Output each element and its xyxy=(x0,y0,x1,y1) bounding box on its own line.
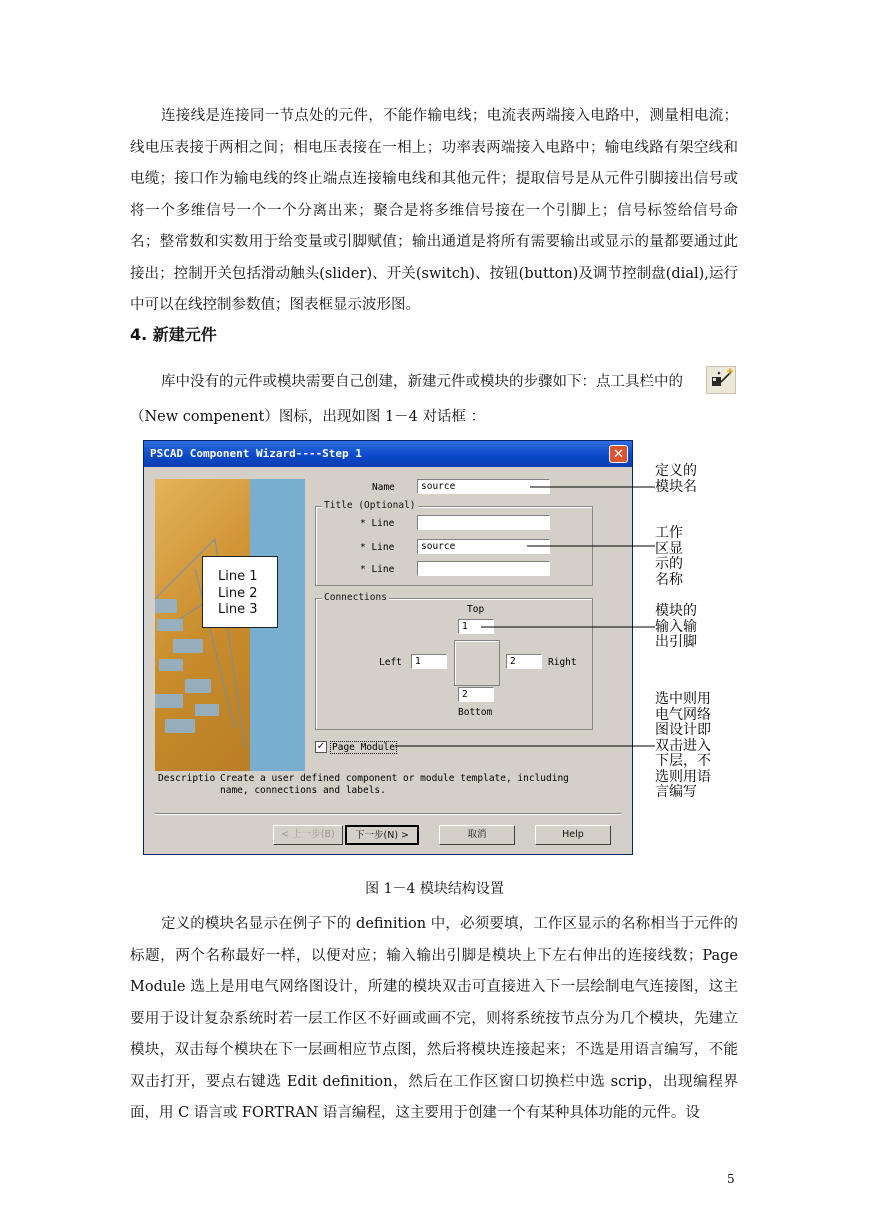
description-label: Descriptio xyxy=(158,773,216,784)
paragraph-new-component-cont: （New compenent）图标，出现如图 1－4 对话框 ： xyxy=(130,409,486,425)
dialog-titlebar: PSCAD Component Wizard----Step 1 xyxy=(144,441,632,467)
page-number: 5 xyxy=(727,1172,735,1186)
page-module-checkbox[interactable]: ✓ xyxy=(316,741,326,752)
name-label: Name xyxy=(372,482,395,493)
right-pins-input[interactable]: 2 xyxy=(506,654,542,669)
page-module-label[interactable]: Page Module xyxy=(332,742,395,753)
description-text-2: name, connections and labels. xyxy=(220,785,386,796)
annotation-workspace-name: 工作 区显 示的 名称 xyxy=(655,525,683,588)
bottom-label: Bottom xyxy=(458,707,493,718)
name-input[interactable]: source xyxy=(417,479,550,494)
bottom-pins-input[interactable]: 2 xyxy=(458,687,494,702)
help-button[interactable]: Help xyxy=(535,825,611,845)
right-label: Right xyxy=(548,657,577,668)
top-label: Top xyxy=(467,604,485,615)
left-pins-input[interactable]: 1 xyxy=(411,654,447,669)
title-line2-input[interactable]: source xyxy=(417,539,550,554)
preview-line-3: Line 3 xyxy=(218,602,258,617)
close-button[interactable]: ✕ xyxy=(609,445,628,463)
annotation-page-module: 选中则用 电气网络 图设计即 双击进入 下层，不 选则用语 言编写 xyxy=(655,691,711,800)
preview-line-2: Line 2 xyxy=(218,585,258,601)
left-label: Left xyxy=(379,657,402,668)
back-button[interactable]: < 上一步(B) xyxy=(273,825,343,845)
next-button[interactable]: 下一步(N) > xyxy=(345,825,419,845)
paragraph-explanation: 定义的模块名显示在例子下的 definition 中，必须要填，工作区显示的名称相当于元件的标题，两个名称最好一样，以便对应；输入输出引脚是模块上下左右伸出的连接线数；Page Module 选上是用电气网络图设计，所建的模块双击可直接进入下一层绘制电气连接图，这主要用于设计复杂系统时若一层工作区不好画或画不完，则将系统按节点分为几个模块，先建立模块，双击每个模块在下一层画相应节点图，然后将模块连接起来；不选是用语言编写，不能双击打开，要点右键选 Edit definition，然后在工作区窗口切换栏中选 scrip，出现编程界面，用 C 语言或 FORTRAN 语言编程，这主要用于创建一个有某种具体功能的元件。设 xyxy=(130,916,738,1121)
title-group-legend: Title (Optional) xyxy=(324,500,416,511)
annotation-pins: 模块的 输入输 出引脚 xyxy=(655,603,697,650)
cancel-button[interactable]: 取消 xyxy=(439,825,515,845)
paragraph-new-component-intro: 库中没有的元件或模块需要自己创建，新建元件或模块的步骤如下：点工具栏中的 xyxy=(161,374,683,390)
line2-label: * Line xyxy=(360,542,395,553)
description-text-1: Create a user defined component or module template, including xyxy=(220,773,569,784)
top-pins-input[interactable]: 1 xyxy=(458,619,494,634)
connections-group-legend: Connections xyxy=(324,592,387,603)
paragraph-component-descriptions: 连接线是连接同一节点处的元件，不能作输电线；电流表两端接入电路中，测量相电流；线电压表接于两相之间；相电压表接在一相上；功率表两端接入电路中；输电线路有架空线和电缆；接口作为输电线的终止端点连接输电线和其他元件；提取信号是从元件引脚接出信号或将一个多维信号一个一个分离出来；聚合是将多维信号接在一个引脚上；信号标签给信号命名；整常数和实数用于给变量或引脚赋值；输出通道是将所有需要输出或显示的量都要通过此接出；控制开关包括滑动触头(slider)、开关(switch)、按钮(button)及调节控制盘(dial),运行中可以在线控制参数值；图表框显示波形图。 xyxy=(130,108,738,313)
line1-label: * Line xyxy=(360,518,395,529)
preview-line-1: Line 1 xyxy=(218,569,258,584)
figure-caption: 图 1－4 模块结构设置 xyxy=(365,881,504,897)
section-heading: 4. 新建元件 xyxy=(130,325,217,344)
line3-label: * Line xyxy=(360,564,395,575)
annotation-module-name: 定义的 模块名 xyxy=(655,463,697,495)
